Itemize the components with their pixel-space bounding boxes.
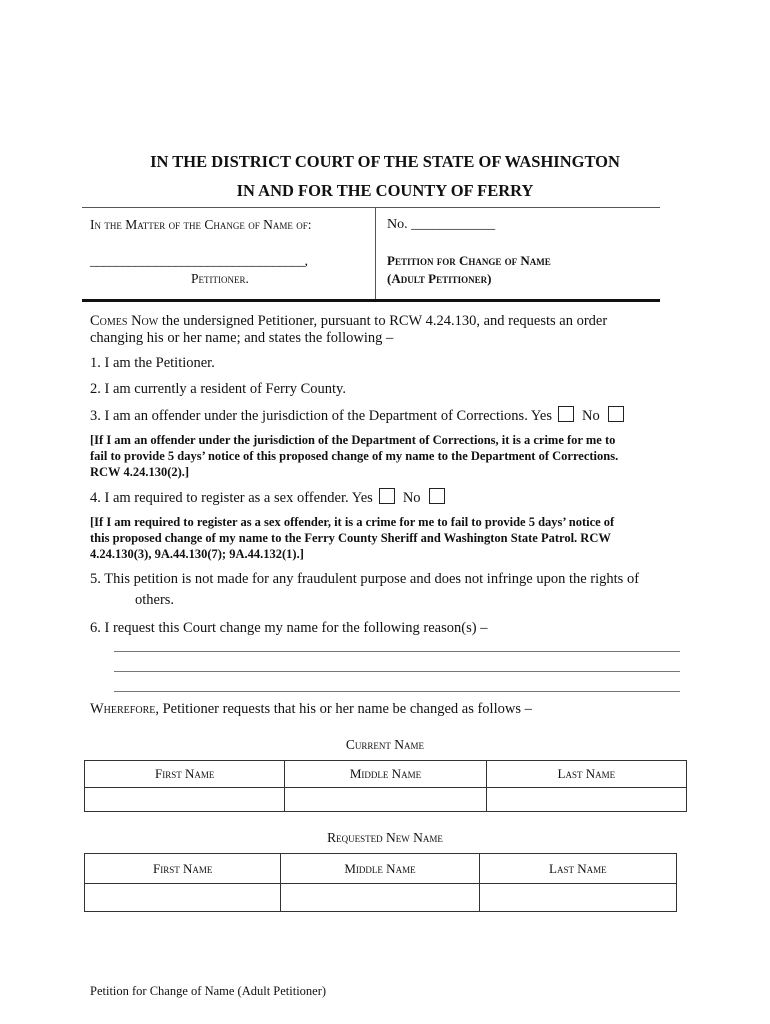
intro-line-1 [90, 313, 607, 330]
requested-middle-name-header: Middle Name [281, 854, 479, 884]
matter-label: In the Matter of the Change of Name of: [90, 217, 312, 232]
item-6: 6. I request this Court change my name for the following reason(s) – [90, 620, 488, 636]
current-first-name-field[interactable] [85, 788, 285, 812]
requested-first-name-field[interactable] [85, 884, 281, 912]
item-5-line-1: 5. This petition is not made for any fraudulent purpose and does not infringe upon the rights of [90, 571, 640, 587]
requested-middle-name-field[interactable] [281, 884, 479, 912]
current-middle-name-field[interactable] [285, 788, 486, 812]
court-title: IN THE DISTRICT COURT OF THE STATE OF WASHINGTON [150, 152, 620, 171]
document-title-line1: Petition for Change of Name [387, 253, 551, 268]
item-4 [90, 488, 445, 507]
sex-offender-no-label: No [402, 490, 421, 506]
doc-no-label: No [582, 408, 600, 424]
requested-first-name-header: First Name [85, 854, 281, 884]
sex-offender-yes-checkbox[interactable] [379, 488, 395, 504]
doc-no-checkbox[interactable] [608, 406, 624, 422]
reason-line-1[interactable] [114, 651, 680, 652]
item-3-text: 3. I am an offender under the jurisdiction of the Department of Corrections. Yes [90, 408, 553, 424]
item-5-line-2: others. [135, 592, 175, 608]
caption-bottom-rule [82, 299, 660, 302]
reason-line-3[interactable] [114, 691, 680, 692]
requested-last-name-header: Last Name [479, 854, 676, 884]
requested-name-table [84, 853, 677, 912]
county-title: IN AND FOR THE COUNTY OF FERRY [236, 181, 534, 200]
caption-top-rule [82, 207, 660, 208]
note-4-line-1: [If I am required to register as a sex offender, it is a crime for me to fail to provide 5 days’ notice of [90, 515, 615, 529]
current-name-heading: Current Name [345, 737, 425, 752]
intro-text: the undersigned Petitioner, pursuant to RCW 4.24.130, and requests an order [158, 313, 608, 329]
note-4-line-3: 4.24.130(3), 9A.44.130(7); 9A.44.132(1).] [90, 547, 304, 561]
current-last-name-field[interactable] [486, 788, 686, 812]
current-middle-name-header: Middle Name [285, 761, 486, 788]
note-3-line-1: [If I am an offender under the jurisdiction of the Department of Corrections, it is a crime for me to [90, 433, 616, 447]
current-first-name-header: First Name [85, 761, 285, 788]
petitioner-name-line[interactable]: _________________________________, [90, 254, 308, 269]
wherefore-line [90, 701, 532, 718]
current-name-table [84, 760, 687, 812]
note-3-line-2: fail to provide 5 days’ notice of this proposed change of my name to the Department of Corrections. [90, 449, 619, 463]
wherefore-lead: Wherefore [90, 701, 156, 717]
wherefore-text: , Petitioner requests that his or her name be changed as follows – [155, 701, 532, 717]
requested-last-name-field[interactable] [479, 884, 676, 912]
item-3 [90, 406, 624, 425]
requested-name-heading: Requested New Name [327, 830, 443, 845]
document-title-line2: (Adult Petitioner) [387, 271, 492, 286]
item-1: 1. I am the Petitioner. [90, 355, 215, 371]
note-4-line-2: this proposed change of my name to the Ferry County Sheriff and Washington State Patrol. RCW [90, 531, 611, 545]
intro-lead: Comes Now [90, 313, 159, 329]
caption-divider [375, 208, 376, 300]
note-3-line-3: RCW 4.24.130(2).] [90, 465, 190, 479]
current-last-name-header: Last Name [486, 761, 686, 788]
doc-yes-checkbox[interactable] [558, 406, 574, 422]
item-4-text: 4. I am required to register as a sex offender. Yes [90, 490, 373, 506]
sex-offender-no-checkbox[interactable] [429, 488, 445, 504]
case-number-field[interactable]: No. ____________ [387, 217, 496, 232]
petitioner-label: Petitioner. [191, 271, 249, 286]
reason-line-2[interactable] [114, 671, 680, 672]
intro-line-2: changing his or her name; and states the following – [90, 330, 394, 346]
item-2: 2. I am currently a resident of Ferry County. [90, 381, 346, 397]
page-footer: Petition for Change of Name (Adult Petitioner) [90, 984, 327, 998]
